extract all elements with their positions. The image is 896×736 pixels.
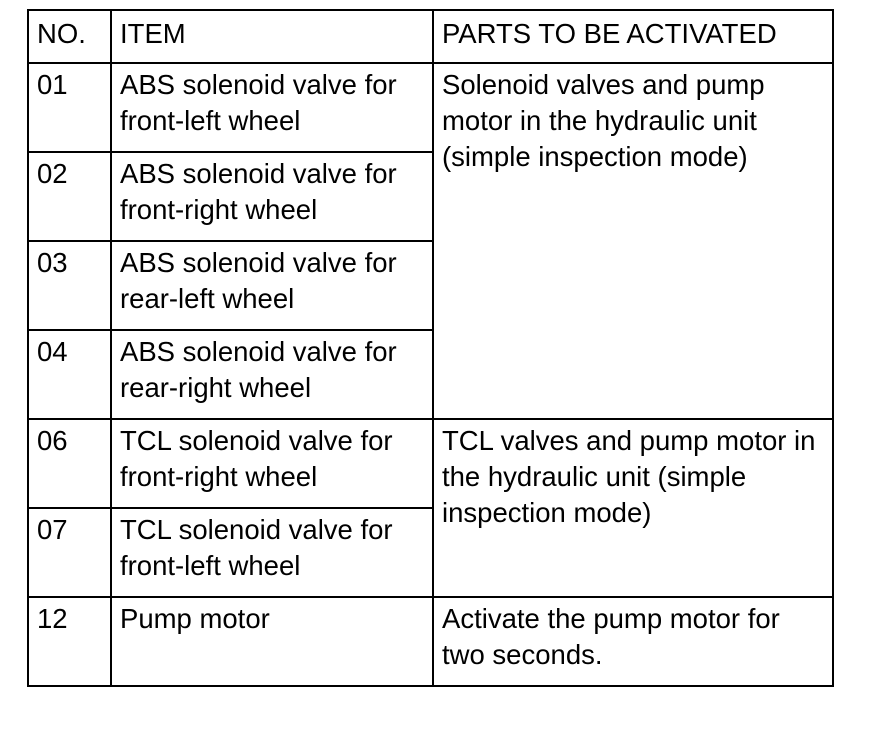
cell-item: ABS solenoid valve for rear-right wheel	[111, 330, 433, 419]
table-row	[28, 597, 833, 686]
cell-item: TCL solenoid valve for front-right wheel	[111, 419, 433, 508]
table-row	[28, 63, 833, 152]
cell-parts-tcl: TCL valves and pump motor in the hydraulic unit (simple inspection mode)	[433, 419, 833, 597]
cell-no: 02	[28, 152, 111, 241]
header-item: ITEM	[111, 10, 433, 63]
cell-parts-pump: Activate the pump motor for two seconds.	[433, 597, 833, 686]
cell-item: ABS solenoid valve for rear-left wheel	[111, 241, 433, 330]
cell-no: 01	[28, 63, 111, 152]
table-row	[28, 419, 833, 508]
cell-no: 04	[28, 330, 111, 419]
header-parts: PARTS TO BE ACTIVATED	[433, 10, 833, 63]
cell-parts-abs: Solenoid valves and pump motor in the hydraulic unit (simple inspection mode)	[433, 63, 833, 419]
cell-item: TCL solenoid valve for front-left wheel	[111, 508, 433, 597]
activation-table	[27, 9, 834, 687]
cell-item: ABS solenoid valve for front-right wheel	[111, 152, 433, 241]
header-no: NO.	[28, 10, 111, 63]
cell-no: 07	[28, 508, 111, 597]
header-row	[28, 10, 833, 63]
cell-item: ABS solenoid valve for front-left wheel	[111, 63, 433, 152]
cell-no: 03	[28, 241, 111, 330]
cell-no: 06	[28, 419, 111, 508]
cell-item: Pump motor	[111, 597, 433, 686]
cell-no: 12	[28, 597, 111, 686]
